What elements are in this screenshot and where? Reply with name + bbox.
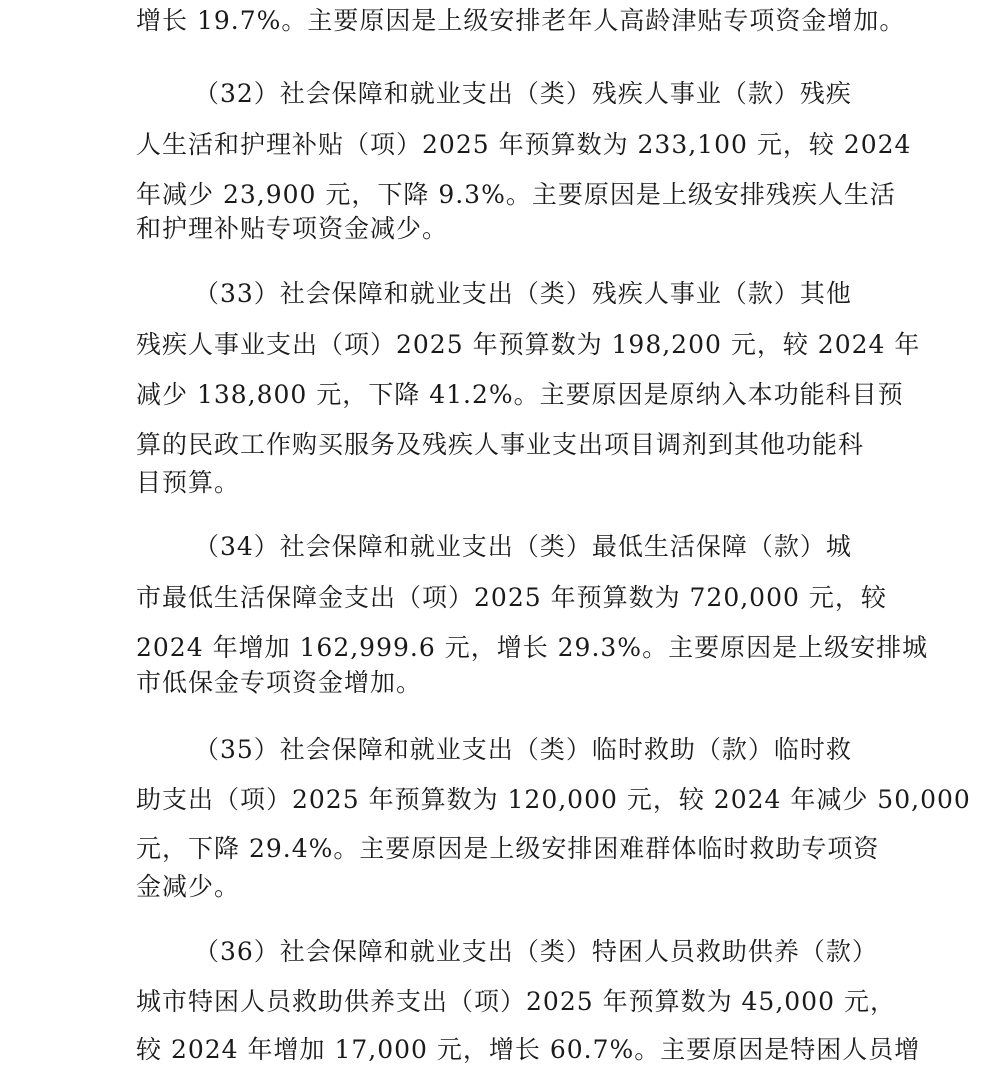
text-line: 元，下降 29.4%。主要原因是上级安排困难群体临时救助专项资 bbox=[136, 834, 880, 863]
text-line: 助支出（项）2025 年预算数为 120,000 元，较 2024 年减少 50,000 bbox=[136, 785, 971, 814]
text-line: 2024 年增加 162,999.6 元，增长 29.3%。主要原因是上级安排城 bbox=[136, 633, 929, 662]
text-line: 减少 138,800 元，下降 41.2%。主要原因是原纳入本功能科目预 bbox=[136, 380, 904, 409]
text-line: 人生活和护理补贴（项）2025 年预算数为 233,100 元，较 2024 bbox=[136, 130, 912, 159]
text-line: 目预算。 bbox=[136, 468, 241, 497]
text-line: 增长 19.7%。主要原因是上级安排老年人高龄津贴专项资金增加。 bbox=[136, 6, 906, 35]
paragraph-34-line-1: （34）社会保障和就业支出（类）最低生活保障（款）城 bbox=[194, 532, 852, 561]
paragraph-35-line-1: （35）社会保障和就业支出（类）临时救助（款）临时救 bbox=[194, 735, 852, 764]
text-line: 市低保金专项资金增加。 bbox=[136, 668, 423, 697]
text-line: 算的民政工作购买服务及残疾人事业支出项目调剂到其他功能科 bbox=[136, 430, 865, 459]
text-line: 城市特困人员救助供养支出（项）2025 年预算数为 45,000 元， bbox=[136, 987, 896, 1016]
text-line: 和护理补贴专项资金减少。 bbox=[136, 214, 449, 243]
text-line: 较 2024 年增加 17,000 元，增长 60.7%。主要原因是特困人员增 bbox=[136, 1035, 921, 1064]
text-line: 金减少。 bbox=[136, 872, 241, 901]
text-line: 年减少 23,900 元，下降 9.3%。主要原因是上级安排残疾人生活 bbox=[136, 180, 896, 209]
paragraph-36-line-1: （36）社会保障和就业支出（类）特困人员救助供养（款） bbox=[194, 937, 878, 966]
text-line: 市最低生活保障金支出（项）2025 年预算数为 720,000 元，较 bbox=[136, 583, 887, 612]
paragraph-32-line-1: （32）社会保障和就业支出（类）残疾人事业（款）残疾 bbox=[194, 79, 852, 108]
paragraph-33-line-1: （33）社会保障和就业支出（类）残疾人事业（款）其他 bbox=[194, 279, 852, 308]
text-line: 残疾人事业支出（项）2025 年预算数为 198,200 元，较 2024 年 bbox=[136, 330, 921, 359]
